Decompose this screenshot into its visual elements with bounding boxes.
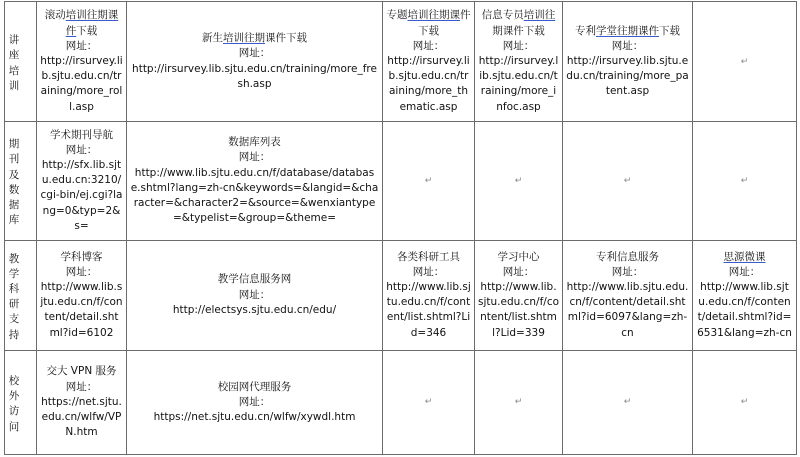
resource-title (566, 24, 689, 39)
url-label: 网址： (412, 39, 445, 52)
resource-title-part: 培训往 (523, 9, 556, 22)
category-label: 期刊及数据库 (8, 138, 20, 227)
resource-title-part: 学习中心 (497, 250, 540, 263)
resource-title-part: 专题 (386, 9, 408, 22)
resource-title (130, 380, 379, 395)
paragraph-mark: ↵ (514, 175, 523, 186)
resource-url[interactable]: http://www.lib.sjtu.edu.cn/f/content/list.shtml?Lid=339 (478, 280, 560, 339)
resource-cell (383, 240, 475, 350)
resource-url[interactable]: https://net.sjtu.edu.cn/wlfw/xywdl.htm (153, 410, 356, 423)
resource-cell (563, 122, 693, 240)
paragraph-mark: ↵ (740, 56, 749, 67)
resource-cell (383, 122, 475, 240)
url-label: 网址： (65, 143, 98, 156)
resource-title-part: 学术期刊导航 (50, 128, 113, 141)
resource-title (566, 250, 689, 265)
resource-title-part: 下载 (76, 24, 98, 37)
resource-cell (37, 240, 127, 350)
table-row (5, 350, 797, 454)
category-cell (5, 350, 37, 454)
url-label: 网址： (238, 47, 271, 60)
url-label: 网址： (728, 265, 761, 278)
table-row (5, 240, 797, 350)
resource-title-part: 件下载 (418, 9, 471, 37)
paragraph-mark: ↵ (424, 397, 433, 408)
url-label: 网址： (611, 265, 644, 278)
paragraph-mark: ↵ (740, 397, 749, 408)
resource-title-part: 信息专员 (481, 9, 524, 22)
resource-title (478, 250, 559, 265)
resource-title-part: 思源微课 (723, 250, 766, 263)
resource-url[interactable]: http://www.lib.sjtu.edu.cn/f/content/detail.shtml?id=6102 (40, 280, 123, 339)
category-cell (5, 240, 37, 350)
category-label: 校外访问 (8, 374, 20, 433)
resource-cell (563, 350, 693, 454)
resource-title (696, 250, 793, 265)
resource-cell (127, 2, 383, 122)
resource-title-part: 学堂往期课件 (596, 24, 659, 37)
url-label: 网址： (611, 39, 644, 52)
url-label: 网址： (238, 288, 271, 301)
resource-cell (383, 350, 475, 454)
resource-title-part: 教学信息服务网 (217, 273, 292, 286)
resource-cell (127, 122, 383, 240)
resource-cell (563, 240, 693, 350)
resource-url[interactable]: http://sfx.lib.sjtu.edu.cn:3210/cgi-bin/ej.cgi?lang=0&typ=2&s= (40, 159, 123, 232)
resource-cell (475, 122, 563, 240)
category-label: 讲座培训 (8, 34, 20, 92)
resource-title (478, 8, 559, 38)
category-cell (5, 2, 37, 122)
url-label: 网址： (65, 265, 98, 278)
category-cell (5, 122, 37, 240)
resource-url[interactable]: http://irsurvey.lib.sjtu.edu.cn/training/more_infoc.asp (478, 55, 559, 113)
table-row (5, 122, 797, 240)
resource-url[interactable]: http://electsys.sjtu.edu.cn/edu/ (172, 303, 337, 316)
paragraph-mark: ↵ (623, 175, 632, 186)
resource-title (40, 8, 123, 38)
resource-title-part: 专利 (575, 24, 596, 37)
resource-cell (475, 2, 563, 122)
resource-cell (693, 240, 797, 350)
url-label: 网址： (65, 380, 98, 393)
resource-cell (693, 122, 797, 240)
resource-title (386, 8, 471, 38)
url-label: 网址： (238, 151, 271, 164)
resource-cell (37, 122, 127, 240)
resource-url[interactable]: http://irsurvey.lib.sjtu.edu.cn/training/more_thematic.asp (387, 55, 470, 113)
paragraph-mark: ↵ (623, 397, 632, 408)
paragraph-mark: ↵ (740, 175, 749, 186)
resource-title (130, 135, 379, 150)
table-row (5, 2, 797, 122)
resource-cell (693, 350, 797, 454)
resource-title (40, 364, 123, 379)
resource-title-part: 各类科研工具 (397, 250, 460, 263)
resource-title-part: 培训往期课 (407, 9, 460, 22)
resource-cell (37, 2, 127, 122)
resource-url[interactable]: http://www.lib.sjtu.edu.cn/f/content/detail.shtml?id=6531&lang=zh-cn (697, 280, 792, 339)
resource-cell (37, 350, 127, 454)
resource-title-part: 专利信息服务 (596, 250, 659, 263)
resource-url[interactable]: http://www.lib.sjtu.edu.cn/f/database/database.shtml?lang=zh-cn&keywords=&langid=&character=&character2=&source=&wenxiantype=&typelist=&group=&theme= (130, 166, 379, 225)
resource-url[interactable]: http://www.lib.sjtu.edu.cn/f/content/detail.shtml?id=6097&lang=zh-cn (566, 280, 689, 339)
resource-cell (693, 2, 797, 122)
resource-title-part: 学科博客 (60, 250, 103, 263)
resource-url[interactable]: https://net.sjtu.edu.cn/wlfw/VPN.htm (41, 395, 122, 439)
url-label: 网址： (412, 265, 445, 278)
url-label: 网址： (65, 39, 98, 52)
resource-title (130, 272, 379, 287)
resource-cell (475, 240, 563, 350)
resource-title (40, 250, 123, 265)
resource-title-part: 培训往期 (223, 32, 265, 45)
resource-url[interactable]: http://irsurvey.lib.sjtu.edu.cn/training/more_patent.asp (566, 55, 689, 98)
resource-title-part: 校园网代理服务 (217, 380, 292, 393)
resource-title (386, 250, 471, 265)
resource-title-part: 课件下载 (265, 32, 307, 45)
resource-url[interactable]: http://irsurvey.lib.sjtu.edu.cn/training/more_fresh.asp (132, 62, 377, 90)
resource-title-part: 交大 VPN 服务 (46, 365, 117, 378)
resource-cell (127, 350, 383, 454)
resource-url[interactable]: http://www.lib.sjtu.edu.cn/f/content/list.shtml?Lid=346 (386, 280, 471, 339)
resource-title-part: 期课件下载 (492, 24, 545, 37)
url-label: 网址： (238, 395, 271, 408)
resource-cell (475, 350, 563, 454)
resource-title-part: 新生 (202, 32, 223, 45)
paragraph-mark: ↵ (514, 397, 523, 408)
category-label: 教学科研支持 (8, 252, 20, 341)
resource-table (4, 1, 797, 455)
resource-title-part: 培训往期课件 (65, 9, 119, 37)
resource-title (40, 128, 123, 143)
resource-cell (563, 2, 693, 122)
resource-cell (127, 240, 383, 350)
resource-title-part: 数据库列表 (228, 136, 281, 149)
resource-cell (383, 2, 475, 122)
resource-title-part: 滚动 (44, 9, 66, 22)
resource-title-part: 下载 (659, 24, 680, 37)
paragraph-mark: ↵ (424, 175, 433, 186)
url-label: 网址： (502, 39, 535, 52)
url-label: 网址： (502, 265, 535, 278)
resource-url[interactable]: http://irsurvey.lib.sjtu.edu.cn/training/more_roll.asp (40, 55, 123, 113)
resource-title (130, 31, 379, 46)
